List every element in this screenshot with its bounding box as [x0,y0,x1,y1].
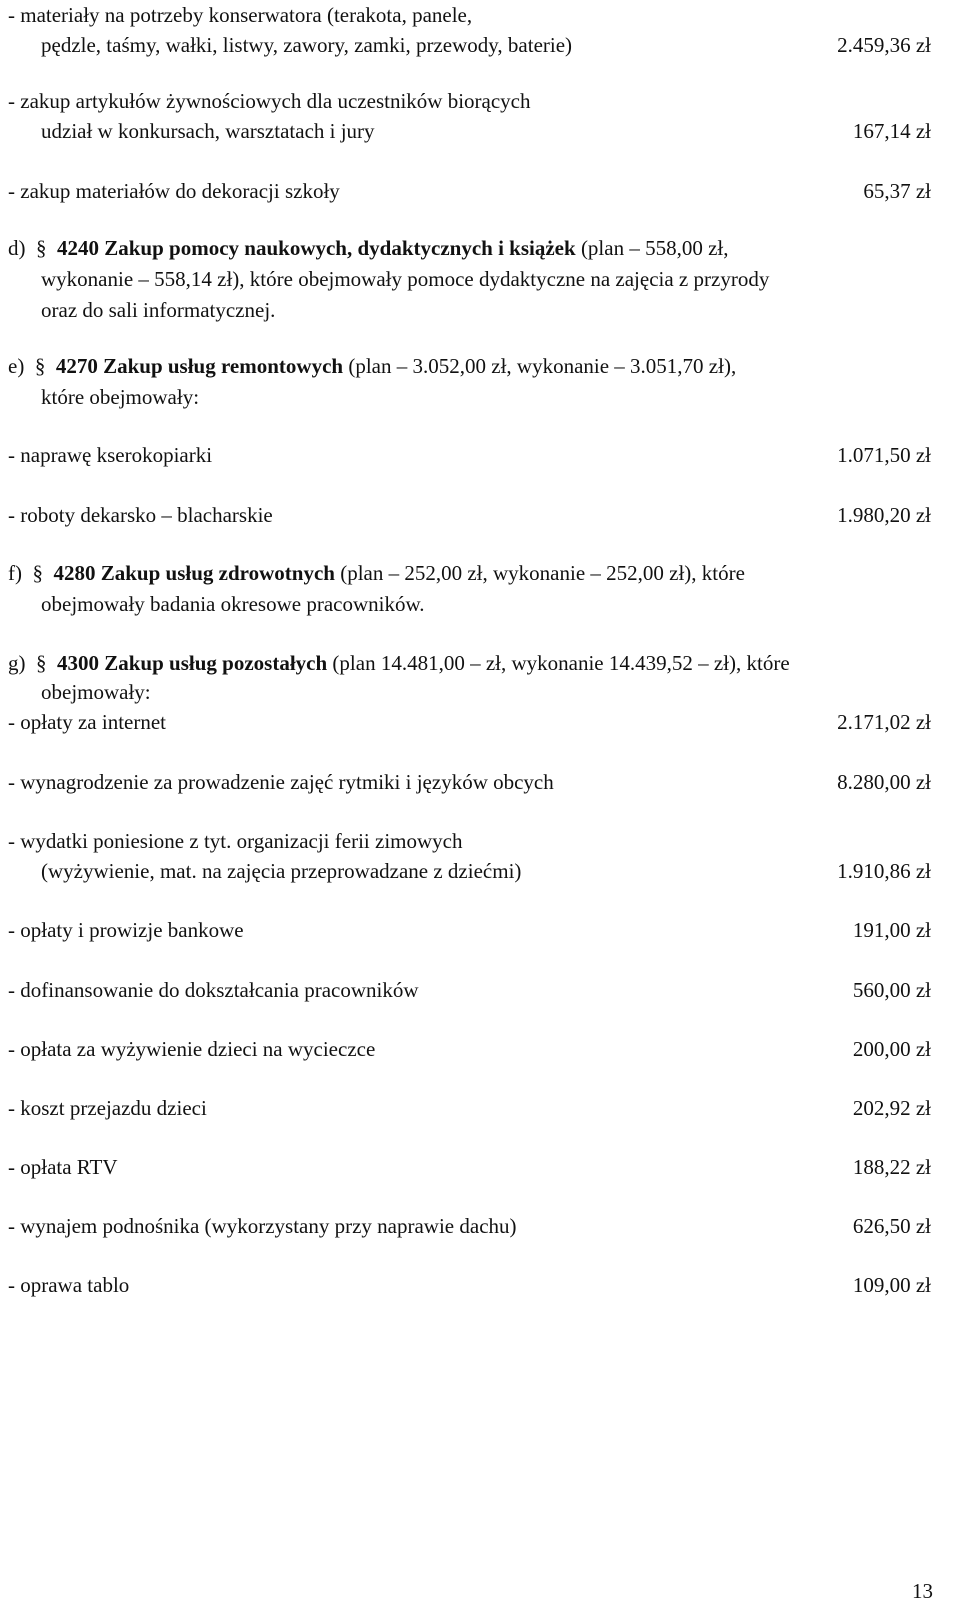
section-title: 4240 Zakup pomocy naukowych, dydaktycznych i książek [57,236,576,260]
list-item: - wynajem podnośnika (wykorzystany przy naprawie dachu) [8,1214,517,1238]
list-item: - wynagrodzenie za prowadzenie zajęć rytmiki i języków obcych [8,770,554,794]
list-item: - koszt przejazdu dzieci [8,1096,207,1120]
list-item: - opłata RTV [8,1155,118,1179]
list-item: - opłaty za internet [8,710,167,734]
section-text: wykonanie – 558,14 zł), które obejmowały pomoce dydaktyczne na zajęcia z przyrody [41,267,770,291]
section-plan: (plan – 558,00 zł, [580,236,729,260]
list-item-continuation: udział w konkursach, warsztatach i jury [41,119,375,143]
amount: 191,00 zł [852,918,931,942]
section-title: 4280 Zakup usług zdrowotnych [53,561,335,585]
list-item: - naprawę kserokopiarki [8,443,213,467]
section-plan: (plan 14.481,00 – zł, wykonanie 14.439,52 – zł), które [332,651,790,675]
amount: 109,00 zł [852,1273,931,1297]
section-g-heading [8,648,790,678]
section-label: e) [8,354,25,378]
list-item-continuation: pędzle, taśmy, wałki, listwy, zawory, zamki, przewody, baterie) [41,33,573,57]
list-item: - opłaty i prowizje bankowe [8,918,244,942]
amount: 202,92 zł [852,1096,931,1120]
section-title: 4270 Zakup usług remontowych [55,354,344,378]
section-label: g) [8,651,26,675]
amount: 1.910,86 zł [837,859,931,883]
amount: 2.171,02 zł [837,710,931,734]
section-text: które obejmowały: [41,385,200,409]
section-text: obejmowały badania okresowe pracowników. [41,592,425,616]
amount: 1.980,20 zł [837,503,931,527]
section-plan: (plan – 252,00 zł, wykonanie – 252,00 zł), które [340,561,745,585]
section-text: obejmowały: [41,680,151,704]
section-sign: § [34,354,46,378]
section-e-heading [8,351,736,381]
section-sign: § [36,651,47,675]
list-item: - wydatki poniesione z tyt. organizacji ferii zimowych [8,829,463,853]
section-d-heading [8,233,729,263]
section-label: d) [8,236,26,260]
list-item: - dofinansowanie do dokształcania pracowników [8,978,419,1002]
amount: 8.280,00 zł [837,770,931,794]
list-item: - opłata za wyżywienie dzieci na wycieczce [8,1037,376,1061]
list-item: - zakup artykułów żywnościowych dla uczestników biorących [8,89,531,113]
amount: 65,37 zł [863,179,931,203]
amount: 188,22 zł [852,1155,931,1179]
section-text: oraz do sali informatycznej. [41,298,276,322]
amount: 2.459,36 zł [837,33,931,57]
amount: 626,50 zł [852,1214,931,1238]
amount: 1.071,50 zł [837,443,931,467]
section-label: f) [8,561,22,585]
list-item-continuation: (wyżywienie, mat. na zajęcia przeprowadzane z dziećmi) [41,859,522,883]
amount: 560,00 zł [852,978,931,1002]
section-sign: § [32,561,43,585]
page-number: 13 [912,1579,933,1603]
list-item: - roboty dekarsko – blacharskie [8,503,273,527]
list-item: - zakup materiałów do dekoracji szkoły [8,179,340,203]
section-f-heading [8,558,745,588]
amount: 200,00 zł [852,1037,931,1061]
section-title: 4300 Zakup usług pozostałych [57,651,328,675]
list-item: - oprawa tablo [8,1273,130,1297]
amount: 167,14 zł [852,119,931,143]
section-sign: § [36,236,47,260]
list-item: - materiały na potrzeby konserwatora (terakota, panele, [8,3,473,27]
section-plan: (plan – 3.052,00 zł, wykonanie – 3.051,70 zł), [348,354,737,378]
